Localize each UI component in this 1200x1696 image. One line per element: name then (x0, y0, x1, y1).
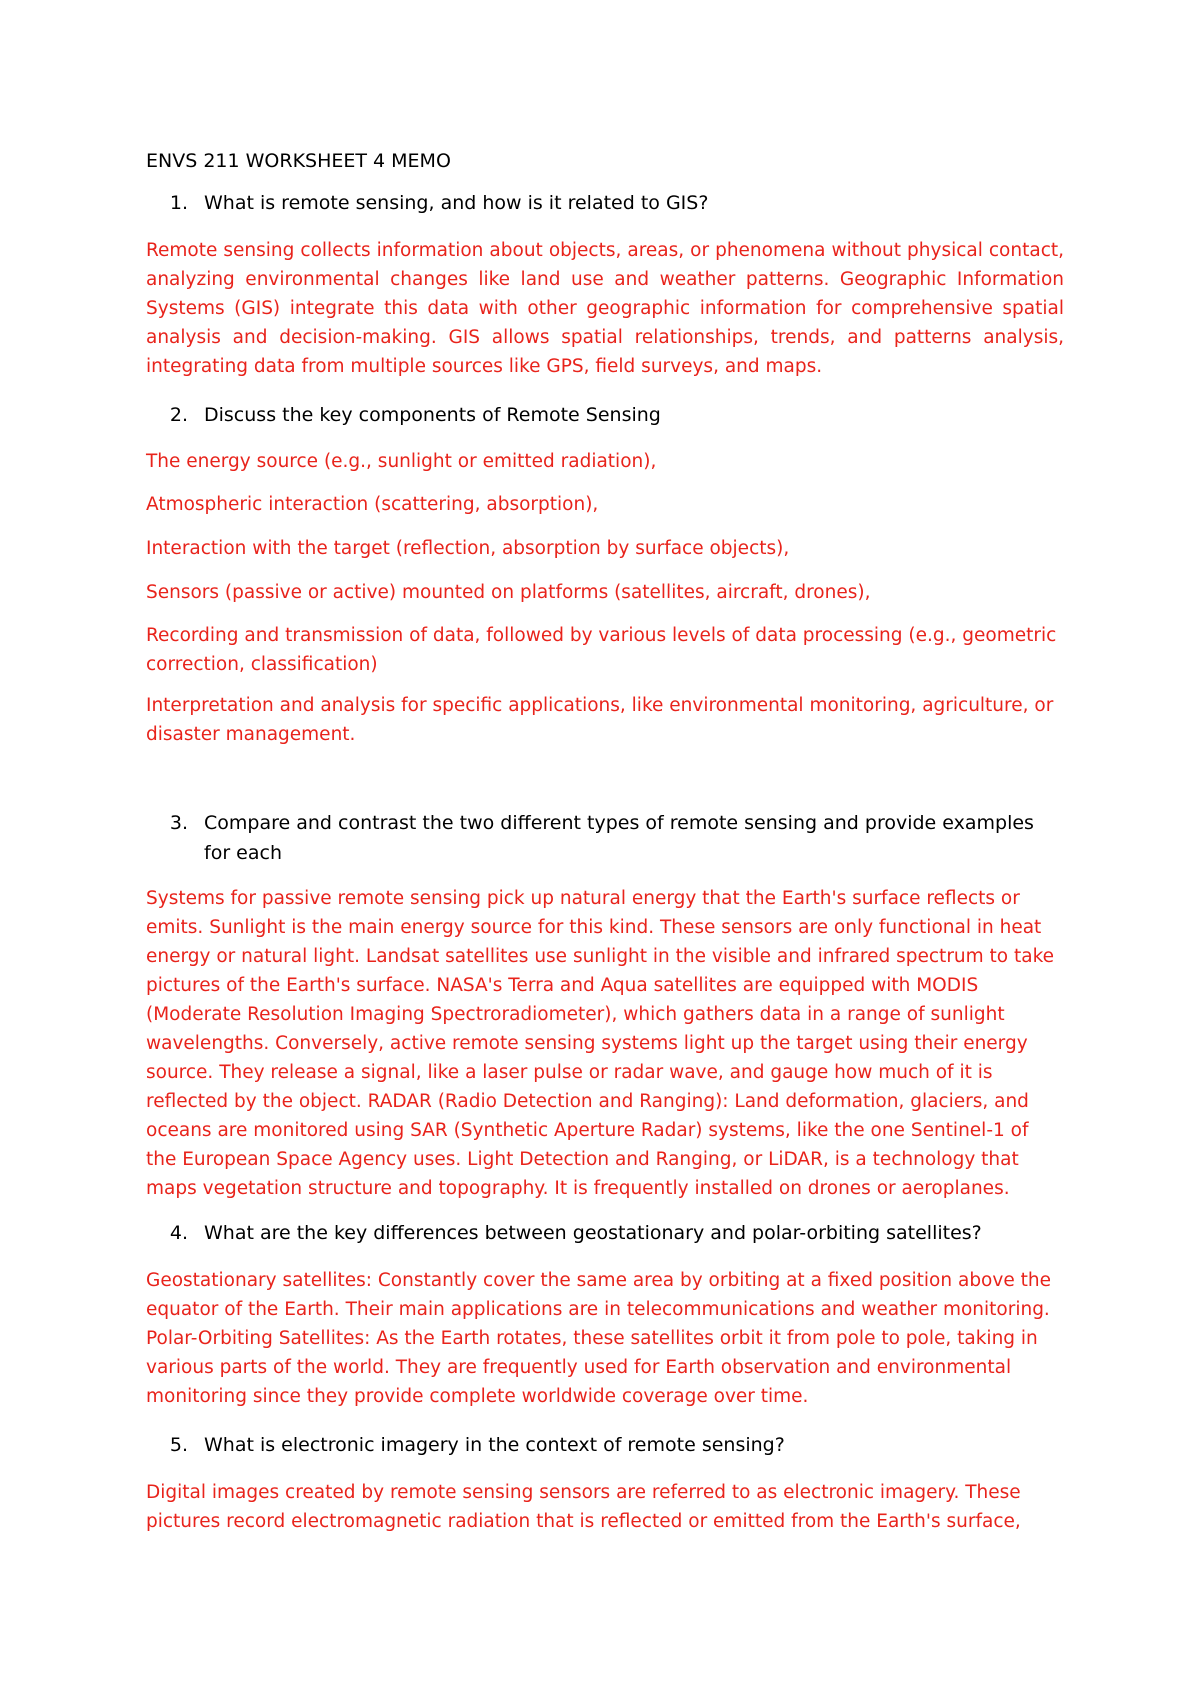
question-text: What is electronic imagery in the context of remote sensing? (204, 1434, 785, 1456)
answer-2-item-6: Interpretation and analysis for specific applications, like environmental monitoring, agriculture, or disaster management. (146, 695, 1054, 745)
question-text: Compare and contrast the two different types of remote sensing and provide examples for each (204, 812, 1034, 864)
question-2 (146, 400, 1064, 430)
question-3 (146, 808, 1064, 868)
document-title: ENVS 211 WORKSHEET 4 MEMO (146, 150, 451, 172)
question-number: 1. (169, 192, 188, 214)
question-number: 5. (169, 1434, 188, 1456)
answer-2-item-5: Recording and transmission of data, followed by various levels of data processing (e.g., geometric correction, classification) (146, 625, 1057, 675)
question-text: Discuss the key components of Remote Sensing (204, 404, 661, 426)
question-text: What are the key differences between geostationary and polar-orbiting satellites? (204, 1222, 982, 1244)
question-number: 4. (169, 1222, 188, 1244)
answer-3: Systems for passive remote sensing pick up natural energy that the Earth's surface reflects or emits. Sunlight is the main energy source for this kind. These sensors are only functional in heat energy or natural light. Landsat satellites use sunlight in the visible and infrared spectrum to take pictures of the Earth's surface. NASA's Terra and Aqua satellites are equipped with MODIS (Moderate Resolution Imaging Spectroradiometer), which gathers data in a range of sunlight wavelengths. Conversely, active remote sensing systems light up the target using their energy source. They release a signal, like a laser pulse or radar wave, and gauge how much of it is reflected by the object. RADAR (Radio Detection and Ranging): Land deformation, glaciers, and oceans are monitored using SAR (Synthetic Aperture Radar) systems, like the one Sentinel-1 of the European Space Agency uses. Light Detection and Ranging, or LiDAR, is a technology that maps vegetation structure and topography. It is frequently installed on drones or aeroplanes. (146, 888, 1055, 1199)
question-4 (146, 1218, 1064, 1248)
question-number: 3. (169, 812, 188, 834)
answer-4: Geostationary satellites: Constantly cover the same area by orbiting at a fixed position above the equator of the Earth. Their main applications are in telecommunications and weather monitoring. Polar-Orbiting Satellites: As the Earth rotates, these satellites orbit it from pole to pole, taking in various parts of the world. They are frequently used for Earth observation and environmental monitoring since they provide complete worldwide coverage over time. (146, 1270, 1051, 1407)
answer-5: Digital images created by remote sensing sensors are referred to as electronic imagery. These pictures record electromagnetic radiation that is reflected or emitted from the Earth's surface, (146, 1482, 1021, 1532)
answer-2-item-4: Sensors (passive or active) mounted on platforms (satellites, aircraft, drones), (146, 582, 871, 603)
answer-1: Remote sensing collects information about objects, areas, or phenomena without physical contact, analyzing environmental changes like land use and weather patterns. Geographic Information Systems (GIS) integrate this data with other geographic information for comprehensive spatial analysis and decision-making. GIS allows spatial relationships, trends, and patterns analysis, integrating data from multiple sources like GPS, field surveys, and maps. (146, 240, 1064, 377)
answer-2-item-1: The energy source (e.g., sunlight or emitted radiation), (146, 451, 657, 472)
question-text: What is remote sensing, and how is it related to GIS? (204, 192, 709, 214)
answer-2-item-3: Interaction with the target (reflection, absorption by surface objects), (146, 538, 790, 559)
question-number: 2. (169, 404, 188, 426)
question-5 (146, 1430, 1064, 1460)
answer-2-item-2: Atmospheric interaction (scattering, absorption), (146, 494, 599, 515)
question-1 (146, 188, 1064, 218)
